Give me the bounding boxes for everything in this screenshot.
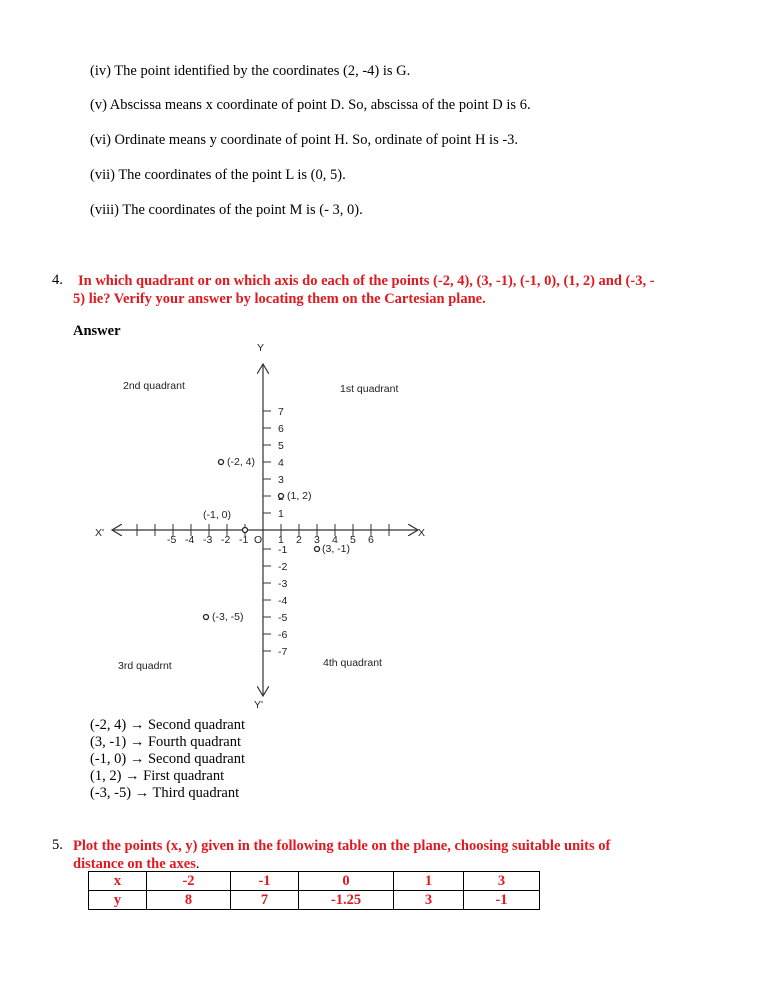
answer-vi: (vi) Ordinate means y coordinate of point H. So, ordinate of point H is -3. — [90, 132, 519, 148]
table-cell: 7 — [231, 891, 299, 910]
question-4-line-2: 5) lie? Verify your answer by locating them on the Cartesian plane. — [73, 291, 486, 307]
point-label: (-2, 4) — [227, 456, 256, 468]
question-5-line-2-text: distance on the axes — [73, 856, 196, 872]
table-head-x: x — [89, 872, 147, 891]
table-cell: 8 — [147, 891, 231, 910]
x-tick-label: -3 — [203, 534, 213, 546]
x-tick-label: 6 — [368, 534, 374, 546]
table-cell: -1 — [231, 872, 299, 891]
table-cell: 1 — [394, 872, 464, 891]
y-tick-label: 5 — [278, 440, 284, 452]
answer-iv: (iv) The point identified by the coordinates (2, -4) is G. — [90, 63, 411, 79]
y-tick-label: -7 — [278, 646, 288, 658]
y-tick-label: -3 — [278, 578, 288, 590]
y-tick-label: -2 — [278, 561, 288, 573]
table-cell: 3 — [394, 891, 464, 910]
table-cell: -1.25 — [299, 891, 394, 910]
point-label: (-1, 0) — [203, 509, 232, 521]
x-tick-label: 5 — [350, 534, 356, 546]
y-tick-label: 6 — [278, 423, 284, 435]
question-4-line-1: In which quadrant or on which axis do each of the points (-2, 4), (3, -1), (-1, 0), (1, 2) and (-3, - — [78, 273, 655, 289]
answer-vii: (vii) The coordinates of the point L is (0, 5). — [90, 167, 346, 183]
answer-viii: (viii) The coordinates of the point M is (- 3, 0). — [90, 202, 363, 218]
point-marker — [315, 547, 320, 552]
question-5-number: 5. — [52, 837, 63, 853]
question-5-line-1: Plot the points (x, y) given in the following table on the plane, choosing suitable units of — [73, 838, 611, 854]
table-cell: -1 — [464, 891, 540, 910]
point-label: (3, -1) — [322, 543, 351, 555]
axis-label-x-prime: X' — [95, 527, 105, 539]
table-cell: 3 — [464, 872, 540, 891]
point-label: (1, 2) — [287, 490, 312, 502]
result-3: (-1, 0) → Second quadrant — [90, 751, 246, 767]
question-4-number: 4. — [52, 272, 63, 288]
quadrant-label-4: 4th quadrant — [323, 657, 382, 669]
x-tick-label: -1 — [239, 534, 249, 546]
point-marker — [204, 615, 209, 620]
x-tick-label: 2 — [296, 534, 302, 546]
y-tick-label: -6 — [278, 629, 288, 641]
axis-label-x: X — [418, 527, 426, 539]
table-row-y — [89, 891, 540, 910]
table-cell: 0 — [299, 872, 394, 891]
result-1: (-2, 4) → Second quadrant — [90, 717, 246, 733]
table-row-x — [89, 872, 540, 891]
y-tick-label: -5 — [278, 612, 288, 624]
result-5: (-3, -5) → Third quadrant — [90, 785, 240, 801]
origin-label: O — [254, 534, 263, 546]
x-tick-label: -4 — [185, 534, 195, 546]
y-tick-label: 7 — [278, 406, 284, 418]
y-tick-label: -4 — [278, 595, 288, 607]
x-tick-label: 4 — [332, 534, 338, 546]
axis-label-y: Y — [257, 342, 265, 354]
point-marker — [279, 494, 284, 499]
quadrant-label-3: 3rd quadrnt — [118, 660, 172, 672]
result-4: (1, 2) → First quadrant — [90, 768, 225, 784]
question-5-period: . — [195, 856, 200, 872]
points-table — [88, 871, 540, 910]
y-tick-label: -1 — [278, 544, 288, 556]
table-cell: -2 — [147, 872, 231, 891]
x-tick-label: -5 — [167, 534, 177, 546]
table-head-y: y — [89, 891, 147, 910]
x-tick-label: 1 — [278, 534, 284, 546]
point-marker — [219, 460, 224, 465]
y-tick-label: 3 — [278, 474, 284, 486]
point-label: (-3, -5) — [212, 611, 244, 623]
x-tick-label: -2 — [221, 534, 231, 546]
point-marker — [243, 528, 248, 533]
quadrant-label-1: 1st quadrant — [340, 383, 399, 395]
y-tick-label: 1 — [278, 508, 284, 520]
y-tick-label: 4 — [278, 457, 284, 469]
axis-label-y-prime: Y' — [254, 699, 264, 711]
result-2: (3, -1) → Fourth quadrant — [90, 734, 242, 750]
answer-label: Answer — [73, 323, 121, 339]
answer-v: (v) Abscissa means x coordinate of point D. So, abscissa of the point D is 6. — [90, 97, 531, 113]
x-tick-label: 3 — [314, 534, 320, 546]
quadrant-label-2: 2nd quadrant — [123, 380, 185, 392]
